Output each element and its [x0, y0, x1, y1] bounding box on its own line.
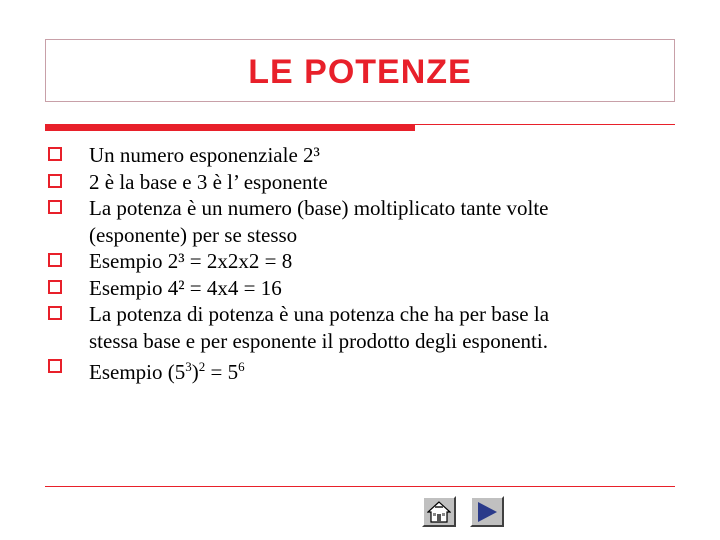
square-bullet-icon: [48, 174, 62, 188]
next-slide-button[interactable]: [470, 496, 504, 527]
list-item: [48, 169, 678, 196]
formula-exponent: 2: [198, 359, 206, 374]
list-item: [48, 142, 678, 169]
square-bullet-icon: [48, 253, 62, 267]
list-item: [48, 195, 678, 248]
square-bullet-icon: [48, 200, 62, 214]
bullet-text: Esempio 2³ = 2x2x2 = 8: [89, 249, 293, 273]
bullet-text: Esempio 4² = 4x4 = 16: [89, 275, 282, 300]
title-accent-bar: [45, 124, 415, 131]
home-button[interactable]: [422, 496, 456, 527]
square-bullet-icon: [48, 280, 62, 294]
footer-rule: [45, 486, 675, 487]
bullet-text-line: stessa base e per esponente il prodotto degli esponenti.: [89, 328, 548, 353]
bullet-text-line: (esponente) per se stesso: [89, 222, 298, 247]
formula-exponent: 6: [238, 359, 245, 374]
bullet-list: [48, 142, 678, 386]
list-item: [48, 248, 678, 275]
formula-middle: = 5: [205, 360, 239, 384]
formula-paren: ): [191, 360, 199, 384]
list-item: [48, 275, 678, 302]
title-box: [45, 39, 675, 102]
slide-title: LE POTENZE: [248, 53, 472, 91]
formula-exponent: 3: [185, 359, 192, 374]
bullet-text: Un numero esponenziale 2³: [89, 143, 320, 167]
formula-prefix: Esempio (5: [89, 360, 186, 384]
bullet-text-line: La potenza di potenza è una potenza che ha per base la: [89, 302, 550, 326]
list-item: [48, 354, 678, 386]
bullet-text: 2 è la base e 3 è l’ esponente: [89, 169, 328, 194]
list-item: [48, 301, 678, 354]
square-bullet-icon: [48, 359, 62, 373]
bullet-text: [89, 360, 245, 384]
square-bullet-icon: [48, 147, 62, 161]
play-arrow-icon: [475, 501, 499, 523]
square-bullet-icon: [48, 306, 62, 320]
bullet-text-line: La potenza è un numero (base) moltiplicato tante volte: [89, 196, 549, 220]
home-icon: [427, 501, 451, 523]
